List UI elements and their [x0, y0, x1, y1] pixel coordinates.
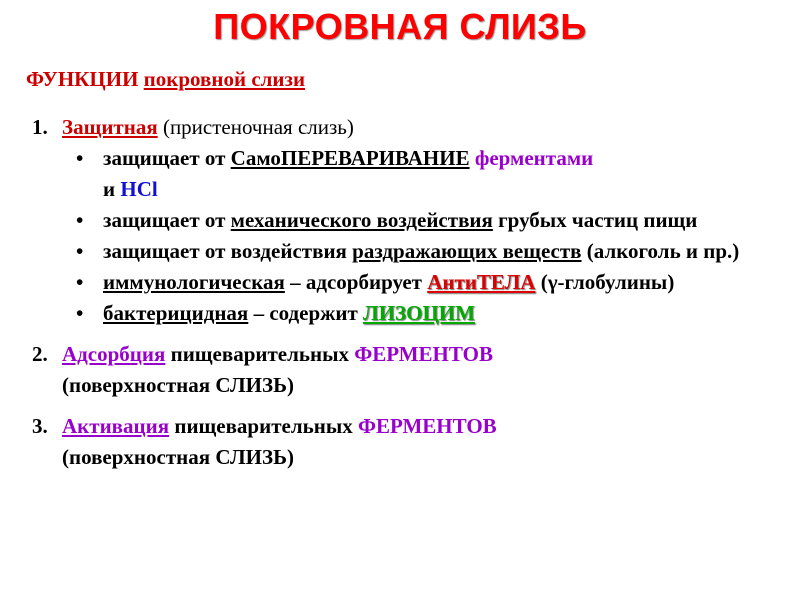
item-text: пищеварительных	[165, 342, 355, 366]
list-item-adsorption	[26, 339, 766, 401]
section-heading-word: ФУНКЦИИ	[26, 67, 139, 91]
bullet-text: – адсорбирует	[284, 270, 428, 294]
bullet-item	[62, 236, 766, 267]
section-heading	[26, 67, 305, 92]
item-number: 3.	[32, 414, 48, 438]
bullet-item	[62, 205, 766, 236]
list-item-protective	[26, 112, 766, 329]
bullet-item	[62, 143, 766, 205]
bullet-text: – содержит	[248, 301, 364, 325]
bullet-term: механического воздействия	[230, 208, 493, 232]
item-number: 2.	[32, 342, 48, 366]
item-number: 1.	[32, 115, 48, 139]
item-heading: Адсорбция	[62, 342, 166, 366]
item-accent: ФЕРМЕНТОВ	[357, 414, 497, 438]
section-heading-underlined: покровной слизи	[143, 67, 306, 91]
bullet-text: защищает от	[103, 208, 231, 232]
bullet-term: иммунологическая	[103, 270, 285, 294]
functions-list	[26, 112, 766, 473]
bullet-lysozyme: ЛИЗОЦИМ	[363, 301, 475, 325]
item-accent: ФЕРМЕНТОВ	[354, 342, 493, 366]
bullet-text: и	[103, 177, 121, 201]
bullet-item	[62, 298, 766, 329]
bullet-text: (γ-глобулины)	[535, 270, 675, 294]
protective-bullets	[62, 143, 766, 329]
item-note: (пристеночная слизь)	[157, 115, 354, 139]
item-text: (поверхностная СЛИЗЬ)	[62, 445, 294, 469]
bullet-text: защищает от	[103, 146, 231, 170]
bullet-term: раздражающих веществ	[352, 239, 582, 263]
bullet-text: грубых частиц пищи	[492, 208, 698, 232]
page-title: ПОКРОВНАЯ СЛИЗЬ	[213, 6, 587, 47]
bullet-enzymes: ферментами	[469, 146, 594, 170]
bullet-hcl: HCl	[120, 177, 158, 201]
list-item-activation	[26, 411, 766, 473]
bullet-text: защищает от воздействия	[103, 239, 353, 263]
bullet-antibodies: АнтиТЕЛА	[427, 270, 536, 294]
item-text: (поверхностная СЛИЗЬ)	[62, 373, 294, 397]
bullet-term: бактерицидная	[103, 301, 249, 325]
bullet-term: СамоПЕРЕВАРИВАНИЕ	[230, 146, 470, 170]
item-heading: Защитная	[62, 115, 158, 139]
bullet-text: (алкоголь и пр.)	[581, 239, 740, 263]
bullet-item	[62, 267, 766, 298]
item-heading: Активация	[62, 414, 170, 438]
item-text: пищеварительных	[169, 414, 358, 438]
